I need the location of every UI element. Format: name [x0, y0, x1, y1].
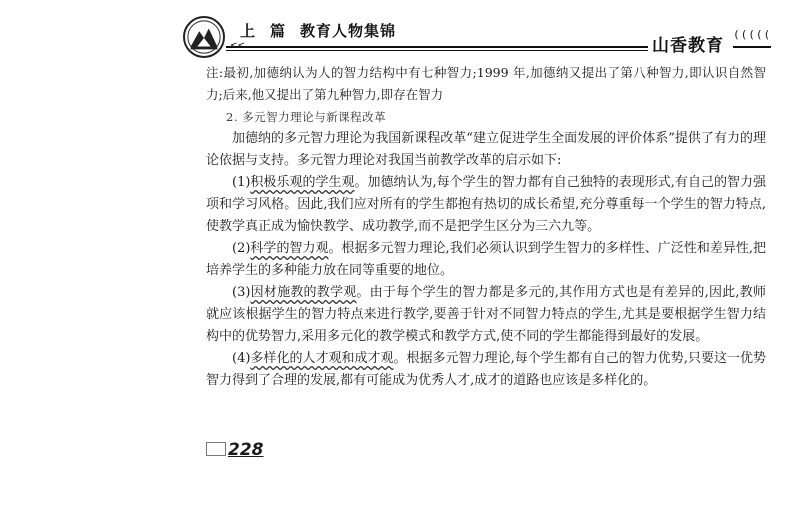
note-paragraph: 注:最初,加德纳认为人的智力结构中有七种智力;1999 年,加德纳又提出了第八种智力,即认识自然智力;后来,他又提出了第九种智力,即存在智力: [206, 65, 766, 102]
item-text: 由于每个学生的智力都是多元的,其作用方式也是有差异的,因此,教师就应该根据学生的智力特点来进行教学,要善于针对不同智力特点的学生,尤其是要根据学生智力结构中的优势智力,采用多元化的教学模式和教学方式,使不同的学生都能得到最好的发展。: [206, 285, 766, 344]
header-section-word: 篇: [270, 22, 287, 40]
item-heading: 积极乐观的学生观: [250, 175, 355, 190]
intro-paragraph: 加德纳的多元智力理论为我国新课程改革“建立促进学生全面发展的评价体系”提供了有力的理论依据与支持。多元智力理论对我国当前教学改革的启示如下:: [206, 131, 766, 168]
publisher-logo: [183, 16, 225, 58]
item-text: 根据多元智力理论,每个学生都有自己的智力优势,只要这一优势智力得到了合理的发展,都有可能成为优秀人才,成才的道路也应该是多样化的。: [206, 351, 766, 388]
item-number: (4): [232, 351, 251, 366]
item-heading: 科学的智力观: [250, 241, 329, 256]
item-text: 根据多元智力理论,我们必须认识到学生智力的多样性、广泛性和差异性,把培养学生的多种能力放在同等重要的地位。: [206, 241, 766, 278]
item-heading: 多样化的人才观和成才观: [250, 351, 394, 366]
item-number: (3): [232, 285, 251, 300]
item-heading: 因材施教的教学观: [250, 285, 357, 300]
page-footer: [206, 440, 264, 460]
header-rule-right: [733, 46, 771, 48]
item-number: (1): [232, 175, 251, 190]
item-text: 加德纳认为,每个学生的智力都有自己独特的表现形式,有自己的智力强项和学习风格。因此,我们应对所有的学生都抱有热切的成长希望,充分尊重每一个学生的智力特点,使教学真正成为愉快教学、成功教学,而不是把学生区分为三六九等。: [206, 175, 766, 234]
list-item: (1)积极乐观的学生观。加德纳认为,每个学生的智力都有自己独特的表现形式,有自己的智力强项和学习风格。因此,我们应对所有的学生都抱有热切的成长希望,充分尊重每一个学生的智力特点,使教学真正成为愉快教学、成功教学,而不是把学生区分为三六九等。: [206, 175, 766, 234]
header-part: 上: [240, 22, 257, 40]
page-number: 228: [228, 440, 264, 460]
section-heading: 2. 多元智力理论与新课程改革: [226, 110, 387, 124]
item-number: (2): [232, 241, 251, 256]
header-title-text: 教育人物集锦: [300, 22, 397, 40]
page-body: [206, 62, 766, 392]
list-item: (2)科学的智力观。根据多元智力理论,我们必须认识到学生智力的多样性、广泛性和差异性,把培养学生的多种能力放在同等重要的地位。: [206, 241, 766, 278]
brand-name: 山香教育: [652, 36, 724, 56]
page-tag-icon: [206, 442, 226, 456]
header-title: [240, 20, 396, 41]
list-item: (3)因材施教的教学观。由于每个学生的智力都是多元的,其作用方式也是有差异的,因此,教师就应该根据学生的智力特点来进行教学,要善于针对不同智力特点的学生,尤其是要根据学生智力结构中的优势智力,采用多元化的教学模式和教学方式,使不同的学生都能得到最好的发展。: [206, 285, 766, 344]
mountain-emblem-icon: [185, 18, 223, 56]
header-rule: [226, 46, 648, 48]
brand-ornament: (((((: [733, 28, 772, 41]
header-rule-thin: [226, 50, 648, 51]
list-item: (4)多样化的人才观和成才观。根据多元智力理论,每个学生都有自己的智力优势,只要这一优势智力得到了合理的发展,都有可能成为优秀人才,成才的道路也应该是多样化的。: [206, 351, 766, 388]
page-header: [0, 0, 800, 60]
